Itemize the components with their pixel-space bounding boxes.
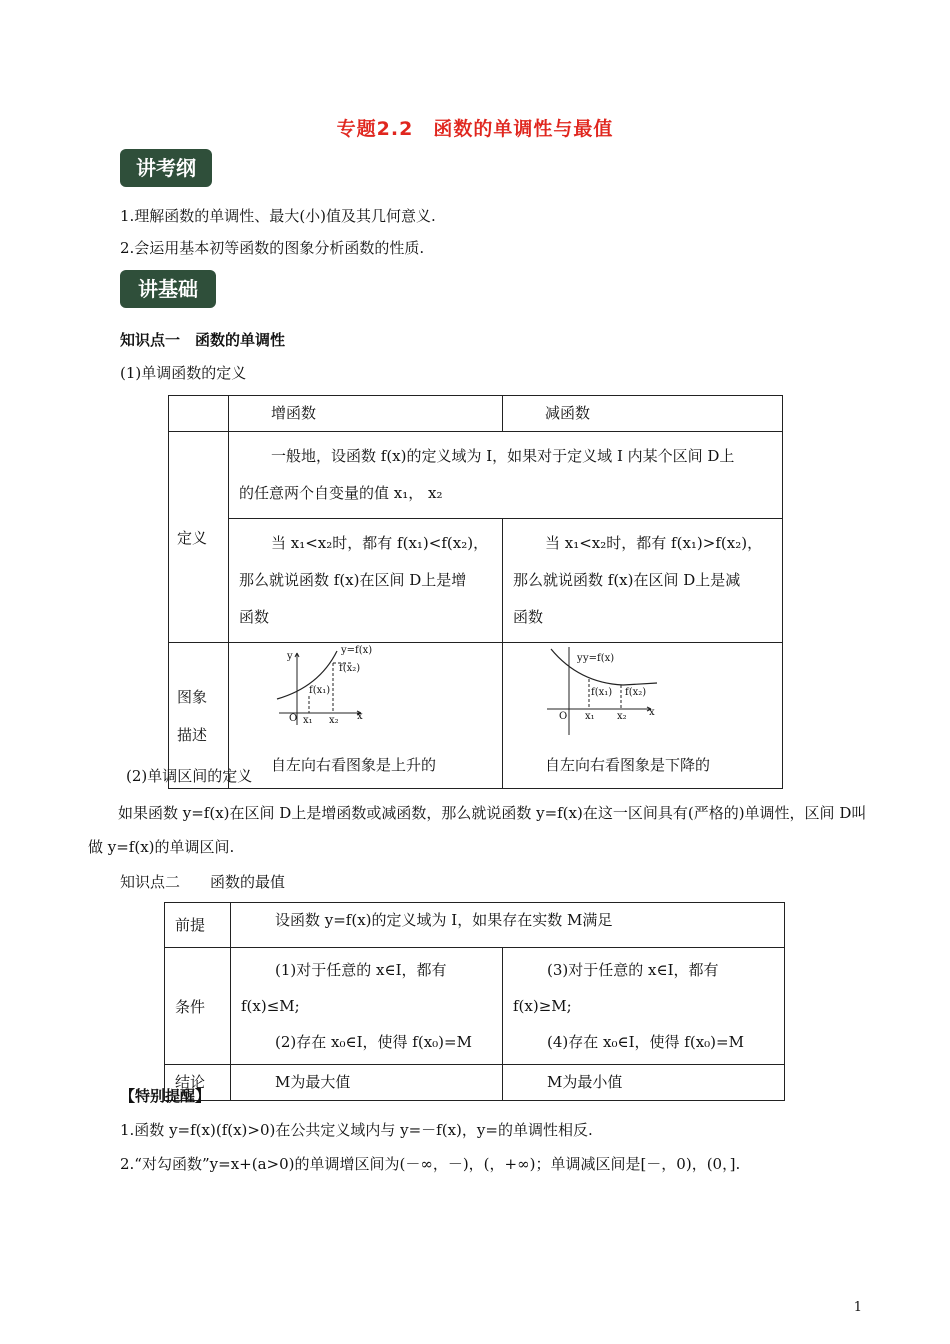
dec-def-line-1: 当 x₁<x₂时，都有 f(x₁)>f(x₂)， — [545, 534, 763, 552]
inc-def-line-2: 那么就说函数 f(x)在区间 D上是增 — [239, 571, 467, 589]
dec-axis-y: y — [577, 653, 583, 664]
row-label-condition: 条件 — [165, 948, 231, 1065]
cond1-line-2: f(x)≤M; — [241, 997, 300, 1015]
page-title: 专题2.2 函数的单调性与最值 — [336, 118, 614, 140]
inc-axis-y: y — [287, 651, 293, 662]
inc-fn-label: y=f(x) — [341, 645, 373, 656]
outline-item-1: 1.理解函数的单调性、最大(小)值及其几何意义. — [120, 207, 436, 225]
increasing-definition — [229, 519, 503, 643]
section-badge-outline: 讲考纲 — [120, 149, 212, 187]
decreasing-function-graph — [503, 643, 783, 749]
outline-item-2: 2.会运用基本初等函数的图象分析函数的性质. — [120, 239, 425, 257]
dec-fn-label: y=f(x) — [583, 653, 615, 664]
header-increasing: 增函数 — [229, 396, 503, 432]
header-decreasing: 减函数 — [503, 396, 783, 432]
interval-definition-paragraph: 如果函数 y=f(x)在区间 D上是增函数或减函数，那么就说函数 y=f(x)在这一区间具有(严格的)单调性，区间 D叫做 y=f(x)的单调区间. — [88, 804, 867, 856]
increasing-caption: 自左向右看图象是上升的 — [271, 756, 437, 774]
cond1-line-1: (1)对于任意的 x∈I，都有 — [275, 961, 447, 979]
definition-common-line-1: 一般地，设函数 f(x)的定义域为 I，如果对于定义域 I 内某个区间 D上 — [271, 447, 735, 465]
conclusion-max: M为最大值 — [231, 1065, 503, 1101]
page-number: 1 — [853, 1300, 862, 1315]
tips-title: 【特别提醒】 — [120, 1087, 211, 1105]
inc-axis-x: x — [357, 711, 363, 722]
conclusion-min: M为最小值 — [503, 1065, 785, 1101]
tip-2: 2.“对勾函数”y=x+(a>0)的单调增区间为(－∞，－)，(，+∞)；单调减区间是[－，0)，(0，]. — [120, 1155, 741, 1173]
decreasing-definition — [503, 519, 783, 643]
inc-def-line-1: 当 x₁<x₂时，都有 f(x₁)<f(x₂)， — [271, 534, 489, 552]
extremum-table — [164, 902, 785, 1101]
cond4-line: (4)存在 x₀∈I，使得 f(x₀)=M — [547, 1033, 744, 1051]
definition-common-line-2: 的任意两个自变量的值 x₁， x₂ — [239, 484, 443, 502]
inc-origin: O — [289, 713, 298, 724]
graph-label-1: 图象 — [177, 687, 208, 706]
knowledge-point-1-title: 知识点一 函数的单调性 — [120, 331, 286, 349]
definition-common — [229, 432, 783, 519]
decreasing-graph-cell — [503, 643, 783, 789]
cond3-line-2: f(x)≥M; — [513, 997, 572, 1015]
dec-axis-x: x — [649, 707, 655, 718]
dec-x1: x₁ — [585, 711, 595, 722]
condition-min — [503, 948, 785, 1065]
inc-x1: x₁ — [303, 715, 313, 726]
knowledge-point-2-title: 知识点二 函数的最值 — [120, 873, 286, 891]
tip-1: 1.函数 y=f(x)(f(x)>0)在公共定义域内与 y=－f(x)，y=的单调性相反. — [120, 1121, 593, 1139]
inc-x2: x₂ — [329, 715, 339, 726]
condition-max — [231, 948, 503, 1065]
decreasing-caption: 自左向右看图象是下降的 — [545, 756, 711, 774]
subheading-monotonic-def: (1)单调函数的定义 — [120, 364, 247, 382]
cond3-line-1: (3)对于任意的 x∈I，都有 — [547, 961, 719, 979]
dec-def-line-3: 函数 — [513, 608, 544, 626]
monotonic-definition-table — [168, 395, 783, 789]
inc-fx2-label: f(x₂) — [339, 663, 361, 674]
inc-fx1-label: f(x₁) — [309, 685, 331, 696]
dec-def-line-2: 那么就说函数 f(x)在区间 D上是减 — [513, 571, 741, 589]
table1-corner — [169, 396, 229, 432]
cond2-line: (2)存在 x₀∈I，使得 f(x₀)=M — [275, 1033, 472, 1051]
increasing-graph-cell — [229, 643, 503, 789]
row-label-definition: 定义 — [169, 432, 229, 643]
dec-fx1-label: f(x₁) — [591, 687, 613, 698]
dec-fx2-label: f(x₂) — [625, 687, 647, 698]
row-label-conclusion: 结论 — [165, 1065, 231, 1101]
dec-origin: O — [559, 711, 568, 722]
graph-label-2: 描述 — [177, 725, 208, 744]
premise-text: 设函数 y=f(x)的定义域为 I，如果存在实数 M满足 — [231, 903, 785, 948]
inc-def-line-3: 函数 — [239, 608, 270, 626]
increasing-function-graph — [229, 643, 503, 749]
row-label-premise: 前提 — [165, 903, 231, 948]
subheading-interval-def: (2)单调区间的定义 — [126, 767, 253, 785]
dec-x2: x₂ — [617, 711, 627, 722]
section-badge-basics: 讲基础 — [120, 270, 216, 308]
